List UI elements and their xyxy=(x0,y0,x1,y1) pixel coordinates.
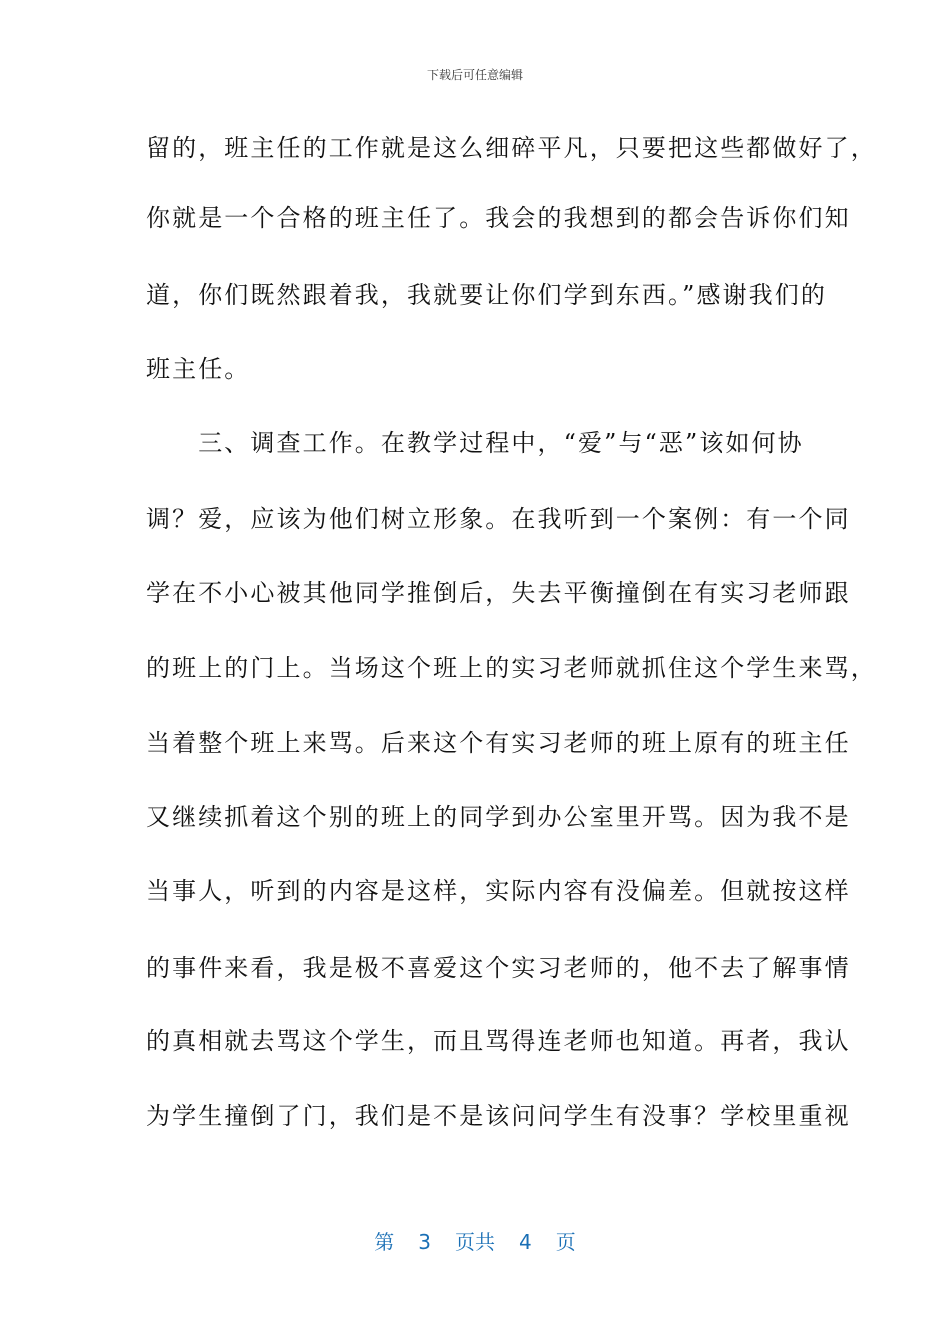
text-line: 班主任。 xyxy=(146,355,251,383)
text-line: 为学生撞倒了门，我们是不是该问问学生有没事？学校里重视 xyxy=(146,1102,851,1130)
text-line: 你就是一个合格的班主任了。我会的我想到的都会告诉你们知 xyxy=(146,204,851,232)
footer-middle: 页共 xyxy=(455,1230,495,1254)
footer-prefix: 第 xyxy=(374,1230,395,1254)
total-pages-number: 4 xyxy=(519,1230,532,1254)
text-line: 的事件来看，我是极不喜爱这个实习老师的，他不去了解事情 xyxy=(146,954,851,982)
current-page-number: 3 xyxy=(418,1230,431,1254)
footer-suffix: 页 xyxy=(555,1230,576,1254)
text-line: 的真相就去骂这个学生，而且骂得连老师也知道。再者，我认 xyxy=(146,1027,851,1055)
text-line: 当事人，听到的内容是这样，实际内容有没偏差。但就按这样 xyxy=(146,877,851,905)
page-footer xyxy=(0,1226,950,1255)
text-line: 又继续抓着这个别的班上的同学到办公室里开骂。因为我不是 xyxy=(146,803,851,831)
text-line: 三、调查工作。在教学过程中，“爱”与“恶”该如何协 xyxy=(146,429,804,457)
text-line: 调？爱，应该为他们树立形象。在我听到一个案例：有一个同 xyxy=(146,505,851,533)
text-line: 道，你们既然跟着我，我就要让你们学到东西。”感谢我们的 xyxy=(146,281,827,309)
text-line: 学在不小心被其他同学推倒后，失去平衡撞倒在有实习老师跟 xyxy=(146,579,851,607)
page-header: 下载后可任意编辑 xyxy=(426,68,523,82)
text-line: 留的，班主任的工作就是这么细碎平凡，只要把这些都做好了， xyxy=(146,134,877,162)
text-line: 的班上的门上。当场这个班上的实习老师就抓住这个学生来骂， xyxy=(146,654,877,682)
text-line: 当着整个班上来骂。后来这个有实习老师的班上原有的班主任 xyxy=(146,729,851,757)
